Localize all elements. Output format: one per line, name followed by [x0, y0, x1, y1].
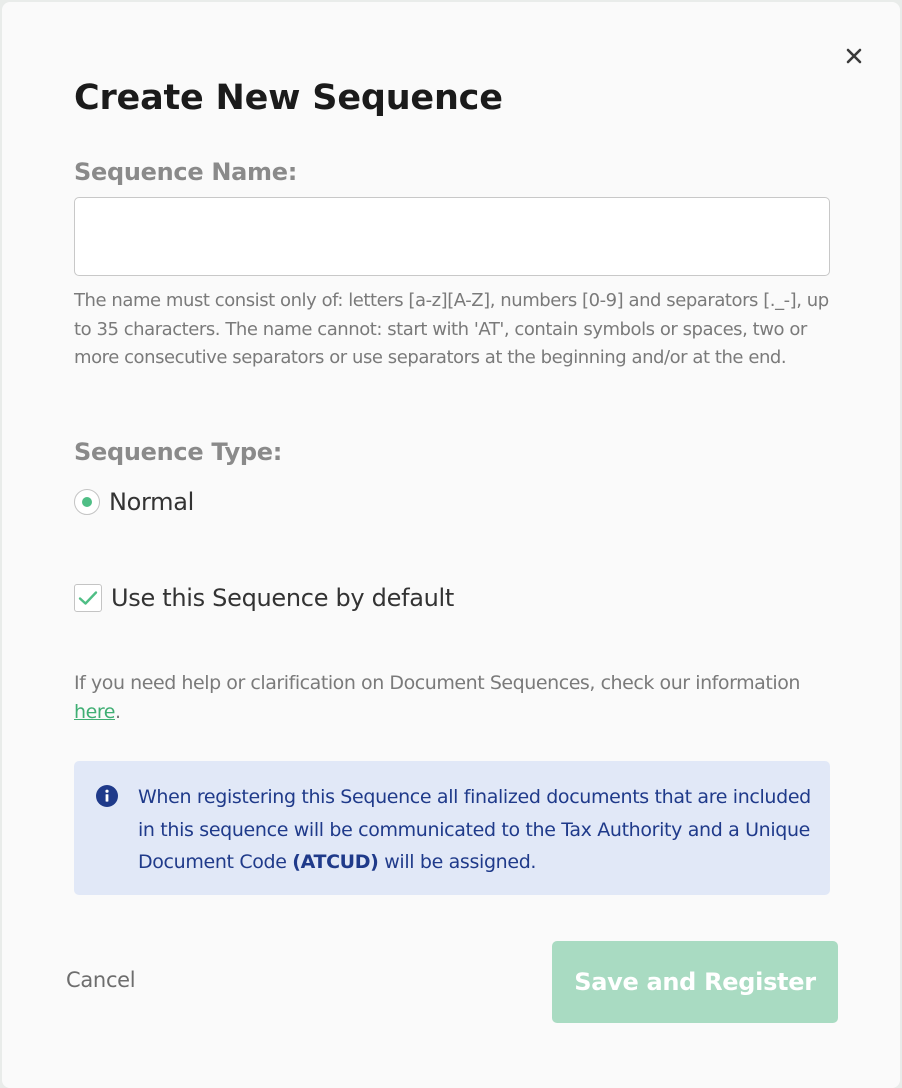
modal-title: Create New Sequence — [74, 78, 503, 118]
info-text-before: When registering this Sequence all finalized documents that are included in this sequence will be communicated to the Tax Authority and a Unique Document Code — [138, 786, 811, 873]
info-icon — [96, 785, 118, 807]
sequence-type-normal-option[interactable] — [74, 486, 194, 518]
close-icon[interactable] — [840, 42, 868, 70]
sequence-type-label: Sequence Type: — [74, 438, 283, 466]
checkmark-icon — [78, 590, 98, 606]
use-by-default-label: Use this Sequence by default — [111, 584, 455, 612]
radio-button[interactable] — [74, 489, 100, 515]
sequence-name-label: Sequence Name: — [74, 158, 298, 186]
radio-label-normal: Normal — [109, 488, 195, 516]
create-sequence-modal — [2, 2, 900, 1088]
help-text — [74, 669, 834, 727]
help-text-body: If you need help or clarification on Document Sequences, check our information — [74, 672, 800, 694]
sequence-name-hint: The name must consist only of: letters [a-z][A-Z], numbers [0-9] and separators [._-], up to 35 characters. The name cannot: start with 'AT', contain symbols or spaces, two or more consecutive separators or use separators at the beginning and/or at the end. — [74, 290, 829, 368]
info-box — [74, 761, 830, 895]
radio-selected-dot — [82, 497, 92, 507]
use-by-default-option[interactable] — [74, 582, 454, 614]
cancel-button[interactable]: Cancel — [66, 968, 136, 992]
info-text — [138, 781, 818, 879]
use-by-default-checkbox[interactable] — [74, 584, 102, 612]
sequence-name-input[interactable] — [74, 197, 830, 276]
help-text-suffix: . — [115, 701, 121, 723]
info-text-atcud: (ATCUD) — [292, 851, 379, 873]
info-text-after: will be assigned. — [378, 851, 537, 873]
help-link[interactable]: here — [74, 701, 116, 723]
save-and-register-button[interactable]: Save and Register — [552, 941, 838, 1023]
